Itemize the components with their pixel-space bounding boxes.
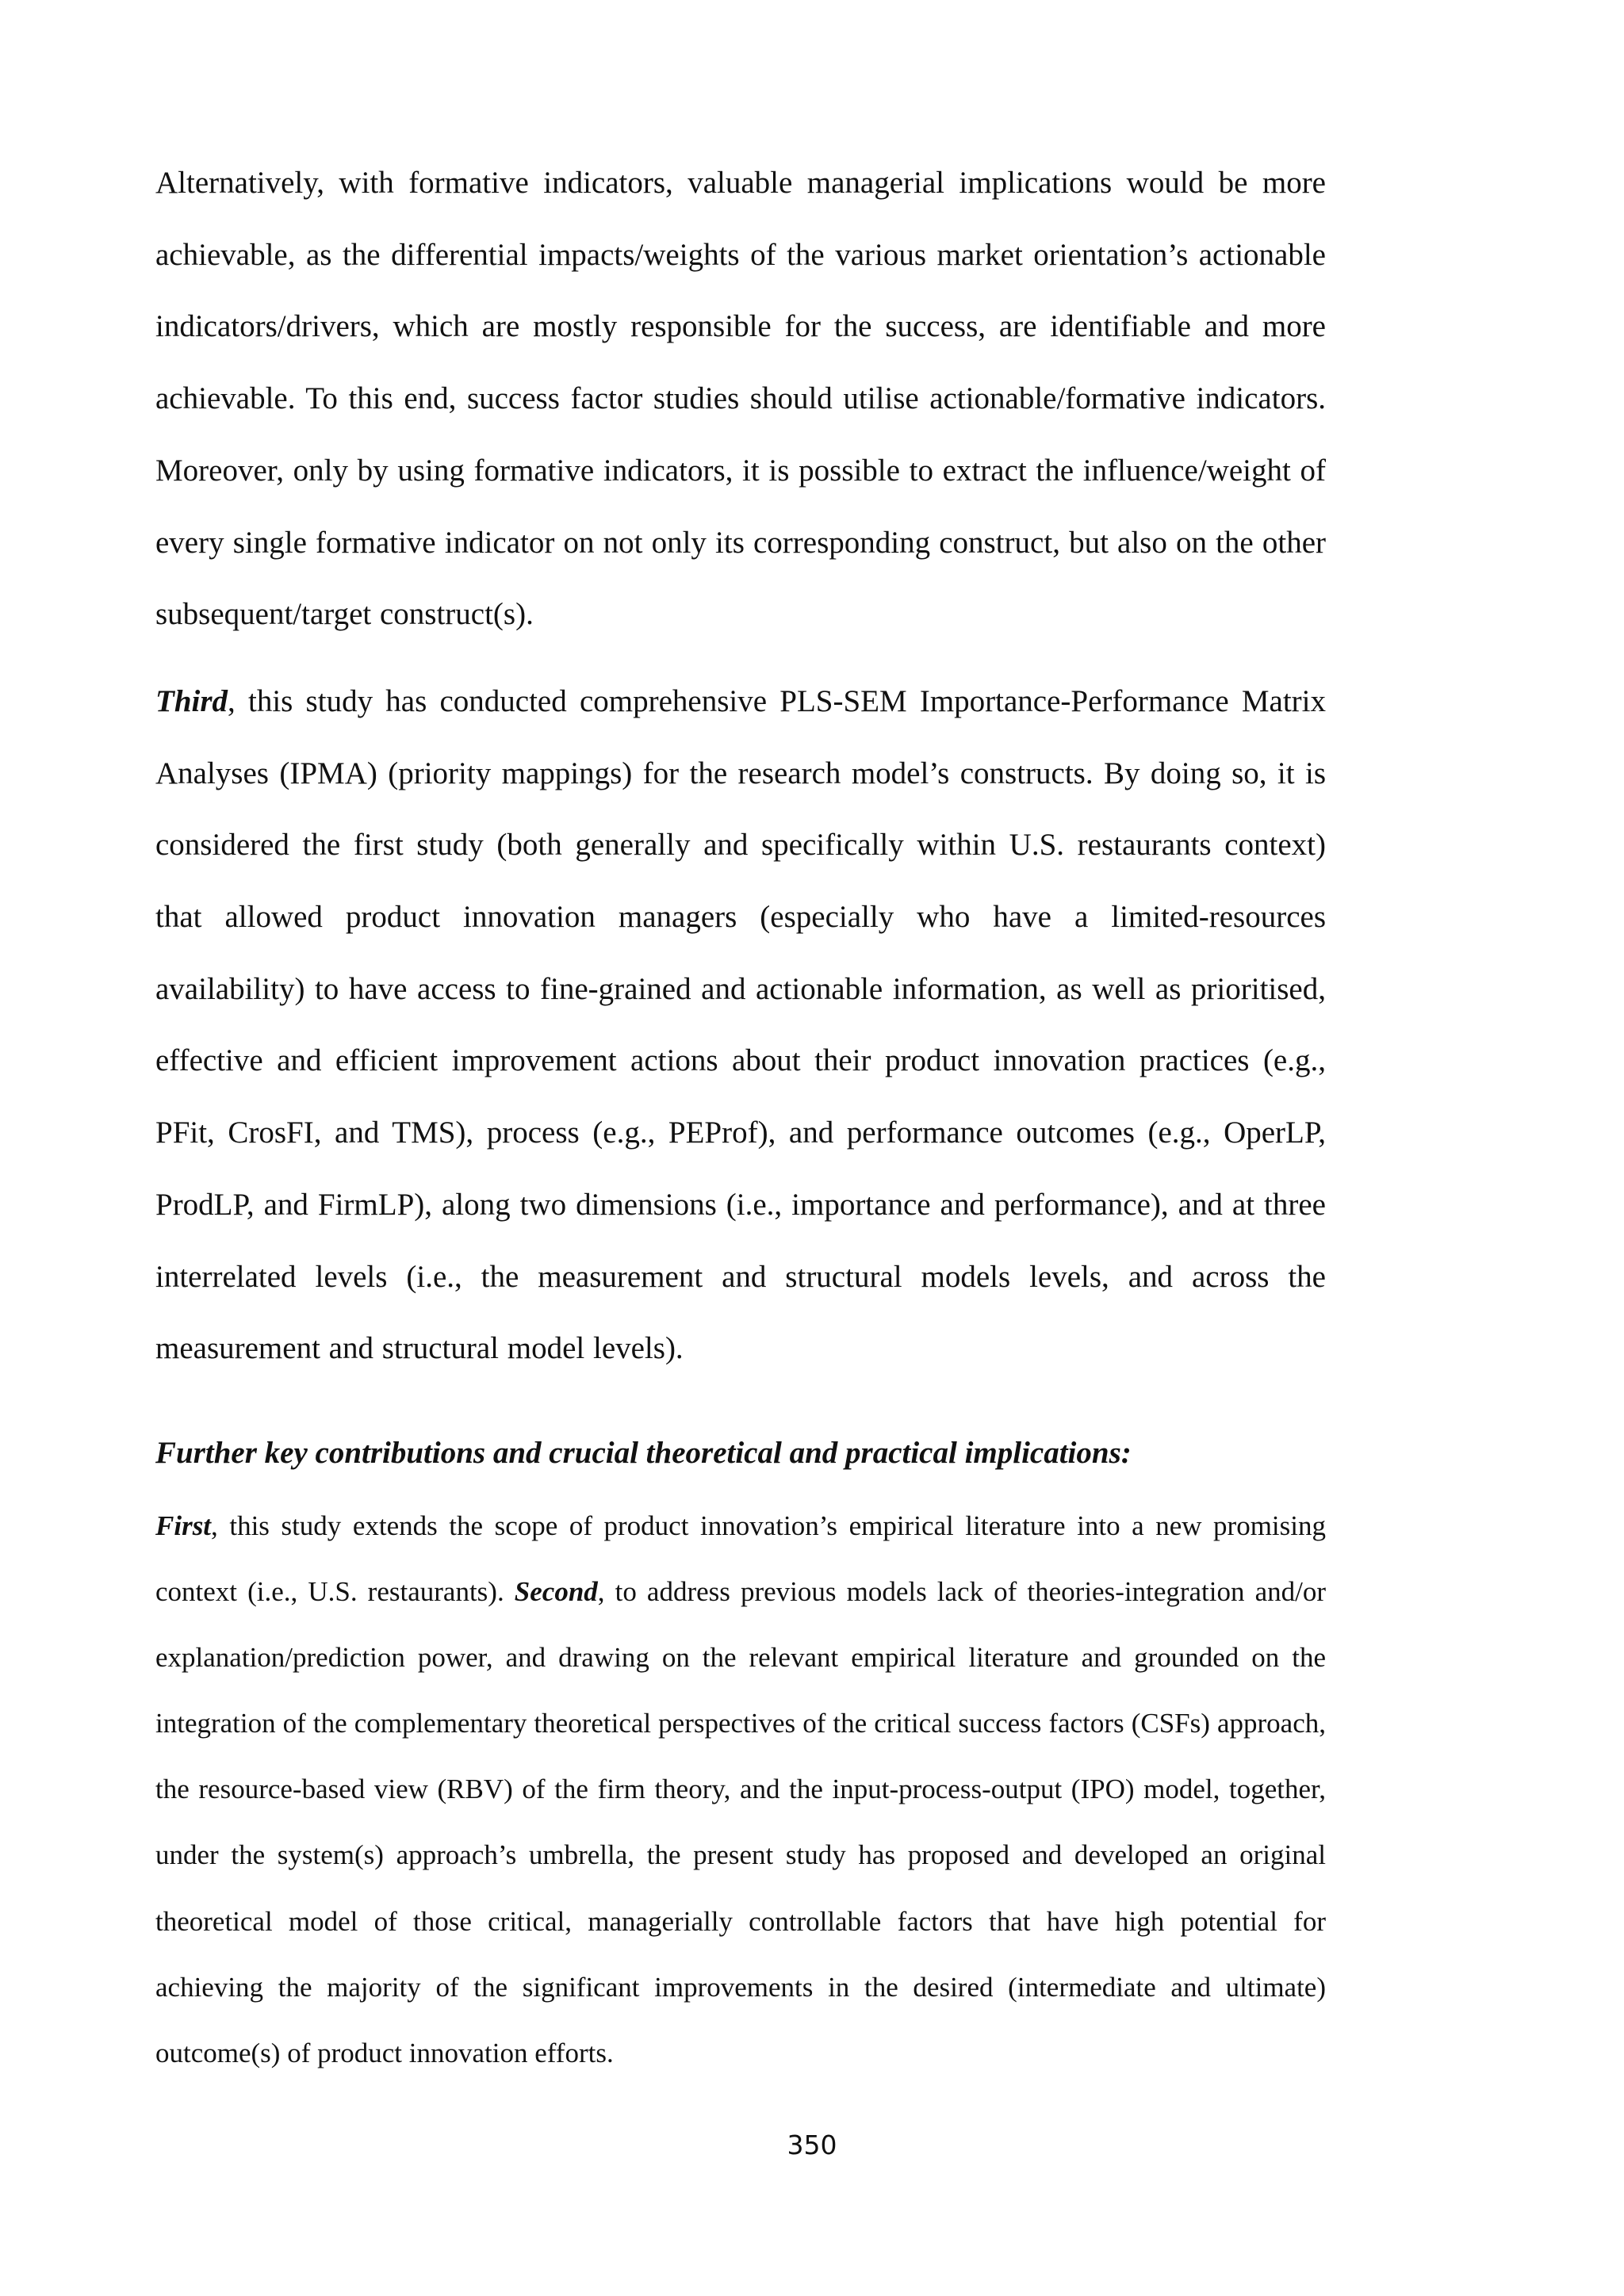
paragraph-formative-indicators	[155, 147, 1326, 651]
page-number: 350	[787, 2130, 837, 2160]
section-heading: Further key contributions and crucial theoretical and practical implications:	[155, 1435, 1132, 1470]
paragraph-further-contributions	[155, 1493, 1326, 2086]
paragraph-2-lead: Third	[155, 683, 228, 718]
paragraph-3-text-first: , this study extends the scope of product innovation’s empirical literature into a new promising context (i.e., U.S. restaurants).	[155, 1510, 1326, 1608]
paragraph-3-text-second: , to address previous models lack of theories-integration and/or explanation/prediction power, and drawing on the relevant empirical literature and grounded on the integration of the complementary theoretical perspectives of the critical success factors (CSFs) approach, the resource-based view (RBV) of the firm theory, and the input-process-output (IPO) model, together, under the system(s) approach’s umbrella, the present study has proposed and developed an original theoretical model of those critical, managerially controllable factors that have high potential for achieving the majority of the significant improvements in the desired (intermediate and ultimate) outcome(s) of product innovation efforts.	[155, 1576, 1326, 2068]
paragraph-1-text: Alternatively, with formative indicators, valuable managerial implications would be more achievable, as the differential impacts/weights of the various market orientation’s actionable indicators/drivers, which are mostly responsible for the success, are identifiable and more achievable. To this end, success factor studies should utilise actionable/formative indicators. Moreover, only by using formative indicators, it is possible to extract the influence/weight of every single formative indicator on not only its corresponding construct, but also on the other subsequent/target construct(s).	[155, 166, 1326, 632]
paragraph-3-lead-first: First	[155, 1510, 212, 1541]
paragraph-2-text: , this study has conducted comprehensive PLS-SEM Importance-Performance Matrix Analyses (IPMA) (priority mappings) for the research model’s constructs. By doing so, it is considered the first study (both generally and specifically within U.S. restaurants context) that allowed product innovation managers (especially who have a limited-resources availability) to have access to fine-grained and actionable information, as well as prioritised, effective and efficient improvement actions about their product innovation practices (e.g., PFit, CrosFI, and TMS), process (e.g., PEProf), and performance outcomes (e.g., OperLP, ProdLP, and FirmLP), along two dimensions (i.e., importance and performance), and at three interrelated levels (i.e., the measurement and structural models levels, and across the measurement and structural model levels).	[155, 683, 1326, 1366]
paragraph-third-contribution	[155, 666, 1326, 1385]
page-body	[155, 147, 1326, 2086]
paragraph-3-lead-second: Second	[514, 1576, 598, 1608]
